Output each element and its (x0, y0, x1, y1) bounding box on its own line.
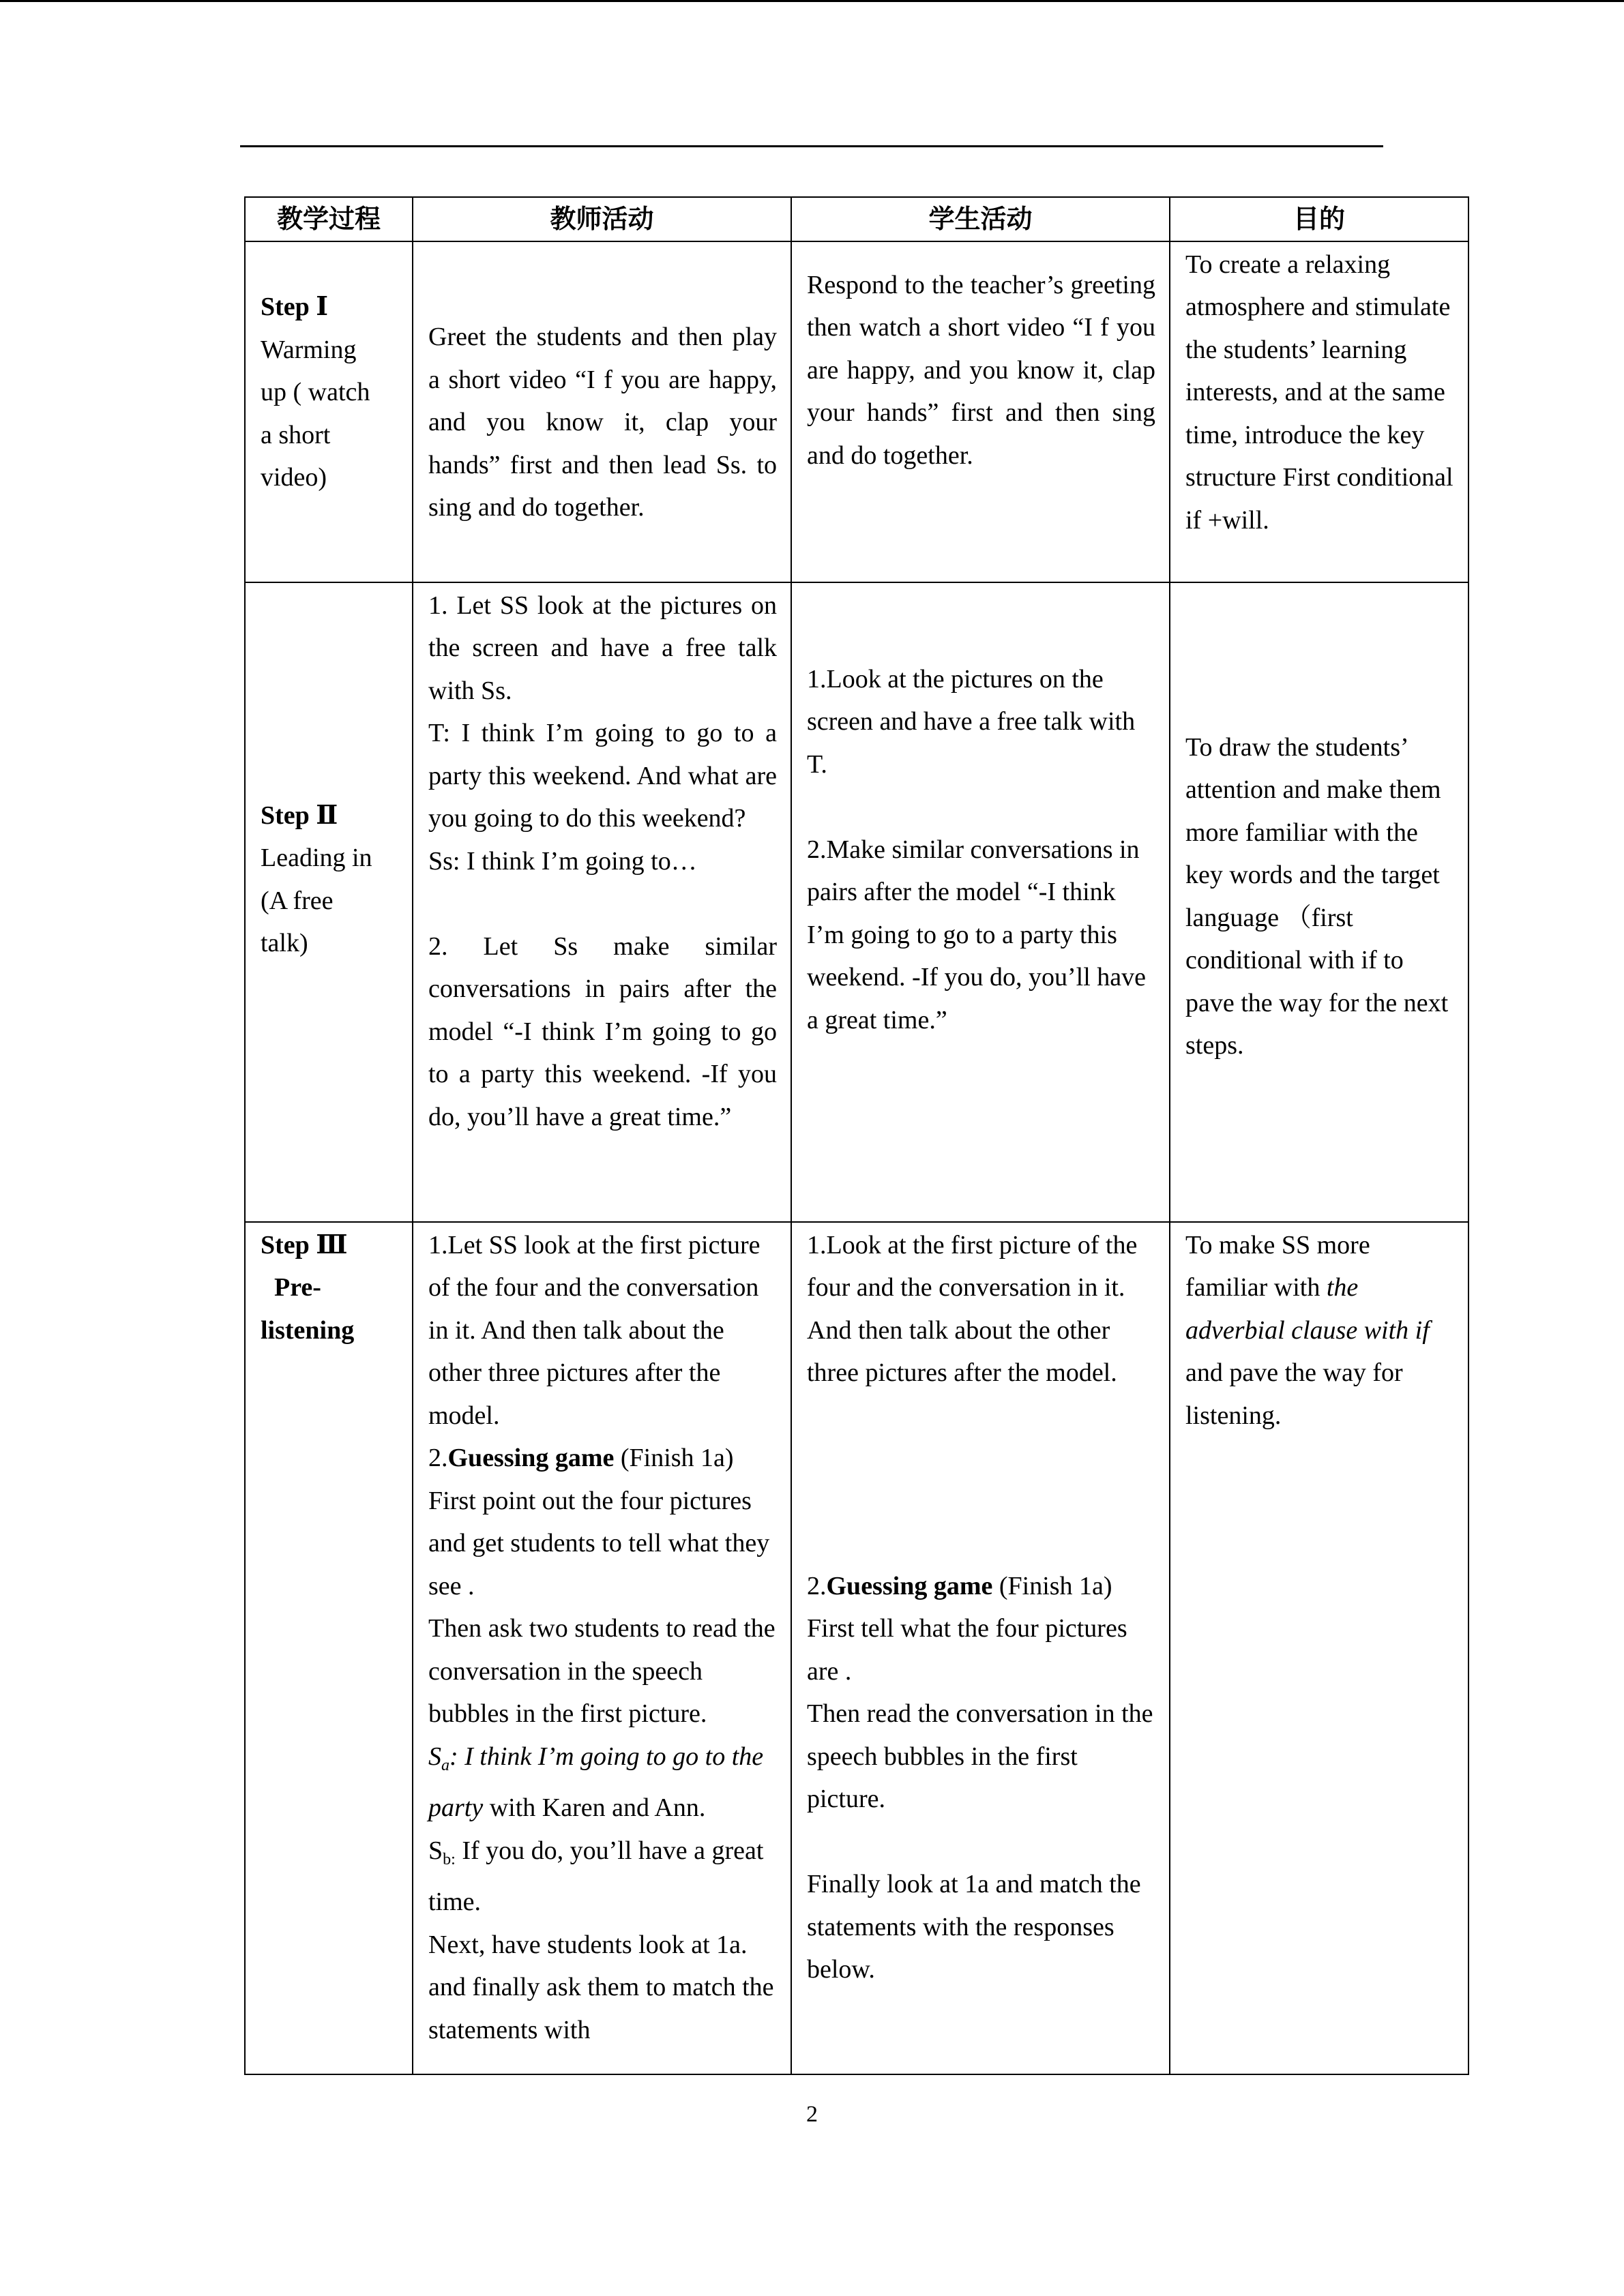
student-activity-p1: 1.Look at the pictures on the screen and have a free talk with T. (807, 664, 1136, 779)
step-line: Pre- (274, 1273, 321, 1302)
student-activity-text: Respond to the teacher’s greeting then watch a short video “I f you are happy, and you know it, clap your hands” first and then sing and do together. (807, 270, 1155, 470)
step-line: (A free (261, 886, 334, 915)
header-teacher-activity: 教师活动 (413, 197, 791, 241)
header-process: 教学过程 (245, 197, 413, 241)
guessing-game-label: Guessing game (826, 1571, 993, 1600)
header-rule (240, 145, 1383, 147)
student-activity-cell (791, 582, 1170, 1222)
student-activity-cell (791, 241, 1170, 582)
purpose-text: To make SS more familiar with the adverbial clause with if and pave the way for listening. (1185, 1230, 1430, 1430)
purpose-cell (1170, 241, 1468, 582)
header-student-activity: 学生活动 (791, 197, 1170, 241)
step-number: 2. (428, 1444, 448, 1472)
page-number: 2 (806, 2102, 818, 2127)
teacher-activity-cell (413, 241, 791, 582)
step-line: a short (261, 420, 331, 449)
step-line: talk) (261, 929, 308, 957)
table-row-step-1 (245, 241, 1468, 582)
teacher-activity-p4: 2. Let Ss make similar conversations in pairs after the model “-I think I’m going to go to a party this weekend. -If you do, you’ll have a great time.” (428, 931, 777, 1131)
purpose-cell (1170, 582, 1468, 1222)
step-line: Warming (261, 335, 357, 364)
student-activity-p2: 2.Make similar conversations in pairs after the model “-I think I’m going to go to a party this weekend. -If you do, you’ll have a great time.” (807, 835, 1147, 1034)
teacher-activity-p1: 1. Let SS look at the pictures on the screen and have a free talk with Ss. (428, 591, 777, 705)
sa-line: $S_a$: I think I’m going to go to the party with Karen and Ann. (428, 1742, 764, 1822)
teacher-activity-p3: First point out the four pictures and get students to tell what they see . (428, 1486, 770, 1600)
header-purpose: 目的 (1170, 197, 1468, 241)
guessing-game-label: Guessing game (447, 1444, 615, 1472)
step-title: Step Ⅰ (261, 293, 329, 322)
step-number: 2. (807, 1571, 827, 1600)
table-row-step-3 (245, 1222, 1468, 2074)
lesson-plan-table (244, 196, 1469, 2075)
table-header-row (245, 197, 1468, 241)
student-activity-p5: Finally look at 1a and match the statements with the responses below. (807, 1870, 1141, 1984)
teacher-activity-p3: Ss: I think I’m going to… (428, 846, 697, 876)
purpose-cell (1170, 1222, 1468, 2074)
student-activity-cell (791, 1222, 1170, 2074)
step-cell (245, 582, 413, 1222)
purpose-text: To create a relaxing atmosphere and stimulate the students’ learning interests, and at the same time, introduce the key structure First conditional if +will. (1185, 250, 1453, 535)
teacher-activity-cell (413, 1222, 791, 2074)
teacher-activity-p1: 1.Let SS look at the first picture of the four and the conversation in it. And then talk about the other three pictures after the model. (428, 1230, 761, 1430)
step-title: Step Ⅲ (261, 1230, 348, 1259)
teacher-activity-p4: Then ask two students to read the conversation in the speech bubbles in the first picture. (428, 1614, 776, 1728)
finish-note: (Finish 1a) (614, 1444, 734, 1472)
teacher-activity-cell (413, 582, 791, 1222)
step-line: up ( watch (261, 378, 370, 407)
step-title: Step Ⅱ (261, 801, 338, 830)
teacher-activity-p2: T: I think I’m going to go to a party this weekend. And what are you going to do this weekend? (428, 719, 777, 833)
student-activity-p3: First tell what the four pictures are . (807, 1614, 1127, 1686)
teacher-activity-text: Greet the students and then play a short video “I f you are happy, and you know it, clap your hands” first and then lead Ss. to sing and do together. (428, 323, 777, 522)
teacher-activity-p2 (428, 1437, 777, 1480)
student-activity-p2 (807, 1565, 1155, 1608)
step-line: video) (261, 463, 327, 492)
step-cell (245, 241, 413, 582)
step-line: listening (261, 1315, 355, 1345)
page-top-border (0, 0, 1624, 2)
purpose-text: To draw the students’ attention and make them more familiar with the key words and the target language （first conditional with if to pave the way for the next steps. (1185, 732, 1449, 1060)
table-row-step-2 (245, 582, 1468, 1222)
step-cell (245, 1222, 413, 2074)
student-activity-p1: 1.Look at the first picture of the four and the conversation in it. And then talk about the other three pictures after the model. (807, 1230, 1138, 1387)
sb-line: $S_{b:}$ If you do, you’ll have a great time. (428, 1836, 764, 1916)
teacher-activity-p5: Next, have students look at 1a. and finally ask them to match the statements with (428, 1930, 774, 2044)
step-line: Leading in (261, 844, 372, 872)
finish-note: (Finish 1a) (992, 1571, 1112, 1600)
student-activity-p4: Then read the conversation in the speech bubbles in the first picture. (807, 1699, 1153, 1813)
